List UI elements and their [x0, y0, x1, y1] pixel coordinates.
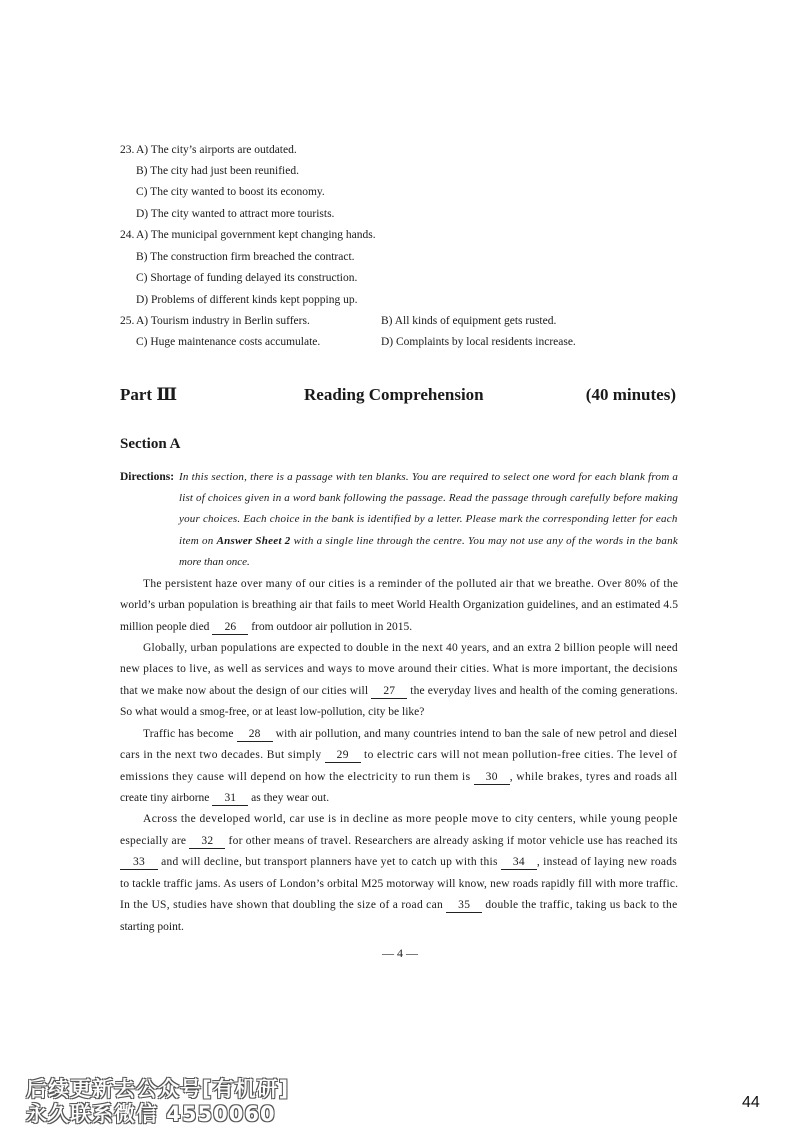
- page-number: — 4 —: [382, 946, 418, 960]
- passage-text: especially are: [120, 835, 190, 847]
- directions-text: more than once.: [179, 556, 250, 568]
- passage-text: as they wear out.: [248, 792, 330, 804]
- question-24-option-d: D) Problems of different kinds kept popping up.: [136, 294, 358, 306]
- passage-text: In the US, studies have shown that doubling the size of a road can: [120, 899, 447, 911]
- passage-text: the everyday lives and health of the coming generations.: [407, 685, 678, 697]
- blank-34: 34: [501, 856, 537, 870]
- passage-line: [120, 920, 184, 934]
- question-24-option-a: A) The municipal government kept changing hands.: [136, 229, 376, 241]
- passage-text: with air pollution, and many countries intend to ban the sale of new petrol and diesel: [272, 728, 678, 740]
- passage-line: [120, 620, 412, 635]
- passage-line: [120, 705, 424, 719]
- passage-text: emissions they cause will depend on how the electricity to run them is: [120, 771, 474, 783]
- directions-text: item on: [179, 535, 217, 547]
- passage-line: [120, 791, 329, 806]
- passage-text: So what would a smog-free, or at least low-pollution, city be like?: [120, 706, 425, 718]
- passage-line: [120, 770, 678, 785]
- passage-line: [143, 727, 677, 742]
- passage-text: cars in the next two decades. But simply: [120, 749, 325, 761]
- passage-line: [120, 855, 677, 870]
- blank-29: 29: [325, 749, 361, 763]
- part-heading: [120, 384, 676, 406]
- question-25-option-a: A) Tourism industry in Berlin suffers.: [136, 315, 310, 327]
- directions-line: [179, 470, 678, 484]
- passage-text: starting point.: [120, 921, 184, 933]
- blank-33: 33: [120, 856, 158, 870]
- passage-line: [120, 662, 678, 676]
- passage-line: [120, 684, 678, 699]
- directions-text: with a single line through the centre. You may not use any of the words in the bank: [290, 535, 679, 547]
- blank-31: 31: [212, 792, 248, 806]
- question-25-option-b: B) All kinds of equipment gets rusted.: [381, 315, 557, 327]
- question-24-option-c: C) Shortage of funding delayed its construction.: [136, 272, 358, 284]
- question-23-option-b: B) The city had just been reunified.: [136, 165, 299, 177]
- passage-line: [143, 577, 678, 591]
- blank-30: 30: [474, 771, 510, 785]
- part-title: Reading Comprehension: [304, 385, 484, 404]
- part-label: Part Ⅲ: [120, 385, 178, 404]
- question-25-option-c: C) Huge maintenance costs accumulate.: [136, 336, 321, 348]
- watermark-line-1: 后续更新去公众号[有机研]: [26, 1077, 290, 1101]
- passage-line: [120, 877, 678, 891]
- passage-text: The persistent haze over many of our cities is a reminder of the polluted air that we breathe. Over 80% of the: [143, 578, 679, 590]
- directions-text: list of choices given in a word bank following the passage. Read the passage through carefully before making: [179, 492, 679, 504]
- passage-text: world’s urban population is breathing air that fails to meet World Health Organization guidelines, and an estimated 4.5: [120, 599, 679, 611]
- passage-line: [120, 834, 678, 849]
- question-24-option-b: B) The construction firm breached the contract.: [136, 251, 355, 263]
- question-25-number: 25.: [120, 315, 135, 327]
- passage-text: and will decline, but transport planners have yet to catch up with this: [158, 856, 501, 868]
- section-title: Section A: [120, 436, 181, 452]
- directions-text: your choices. Each choice in the bank is identified by a letter. Please mark the corresponding letter for each: [179, 513, 678, 525]
- passage-line: [143, 641, 678, 655]
- watermark-line-2: 永久联系微信 4550060: [26, 1102, 276, 1126]
- part-time: (40 minutes): [585, 385, 676, 404]
- passage-text: from outdoor air pollution in 2015.: [248, 621, 413, 633]
- question-23-option-a: A) The city’s airports are outdated.: [136, 144, 297, 156]
- passage-line: [120, 898, 677, 913]
- question-23-number: 23.: [120, 144, 135, 156]
- passage-text: , while brakes, tyres and roads all: [509, 771, 678, 783]
- passage-text: Traffic has become: [143, 728, 237, 740]
- passage-text: million people died: [120, 621, 213, 633]
- directions-line: [179, 512, 678, 526]
- question-24-number: 24.: [120, 229, 135, 241]
- directions-line: [179, 555, 250, 569]
- passage-text: double the traffic, taking us back to the: [482, 899, 678, 911]
- passage-text: to electric cars will not mean pollution-free cities. The level of: [360, 749, 678, 761]
- answer-sheet-label: Answer Sheet 2: [216, 535, 291, 547]
- passage-line: [120, 748, 677, 763]
- passage-text: , instead of laying new roads: [536, 856, 678, 868]
- blank-28: 28: [237, 728, 273, 742]
- blank-26: 26: [212, 621, 248, 635]
- corner-page-number: 44: [742, 1094, 760, 1111]
- passage-text: Across the developed world, car use is in decline as more people move to city centers, while young people: [143, 813, 678, 825]
- blank-35: 35: [446, 899, 482, 913]
- passage-line: [120, 598, 678, 612]
- passage-text: new places to live, as well as services and ways to move around their cities. What is more important, the decisions: [120, 663, 678, 675]
- directions-text: In this section, there is a passage with ten blanks. You are required to select one word for each blank from a: [179, 471, 679, 483]
- passage-text: create tiny airborne: [120, 792, 213, 804]
- passage-text: Globally, urban populations are expected to double in the next 40 years, and an extra 2 billion people will need: [143, 642, 678, 654]
- blank-27: 27: [371, 685, 407, 699]
- directions-line: [179, 534, 678, 548]
- passage-text: to tackle traffic jams. As users of London’s orbital M25 motorway will know, new roads rapidly fill with more traffic.: [120, 878, 679, 890]
- directions-line: [179, 491, 678, 505]
- directions-label: Directions:: [120, 471, 175, 483]
- question-25-option-d: D) Complaints by local residents increase.: [381, 336, 576, 348]
- question-23-option-c: C) The city wanted to boost its economy.: [136, 186, 325, 198]
- question-23-option-d: D) The city wanted to attract more tourists.: [136, 208, 335, 220]
- passage-text: that we make now about the design of our cities will: [120, 685, 372, 697]
- passage-line: [143, 812, 678, 826]
- blank-32: 32: [189, 835, 225, 849]
- passage-text: for other means of travel. Researchers are already asking if motor vehicle use has reached its: [225, 835, 678, 847]
